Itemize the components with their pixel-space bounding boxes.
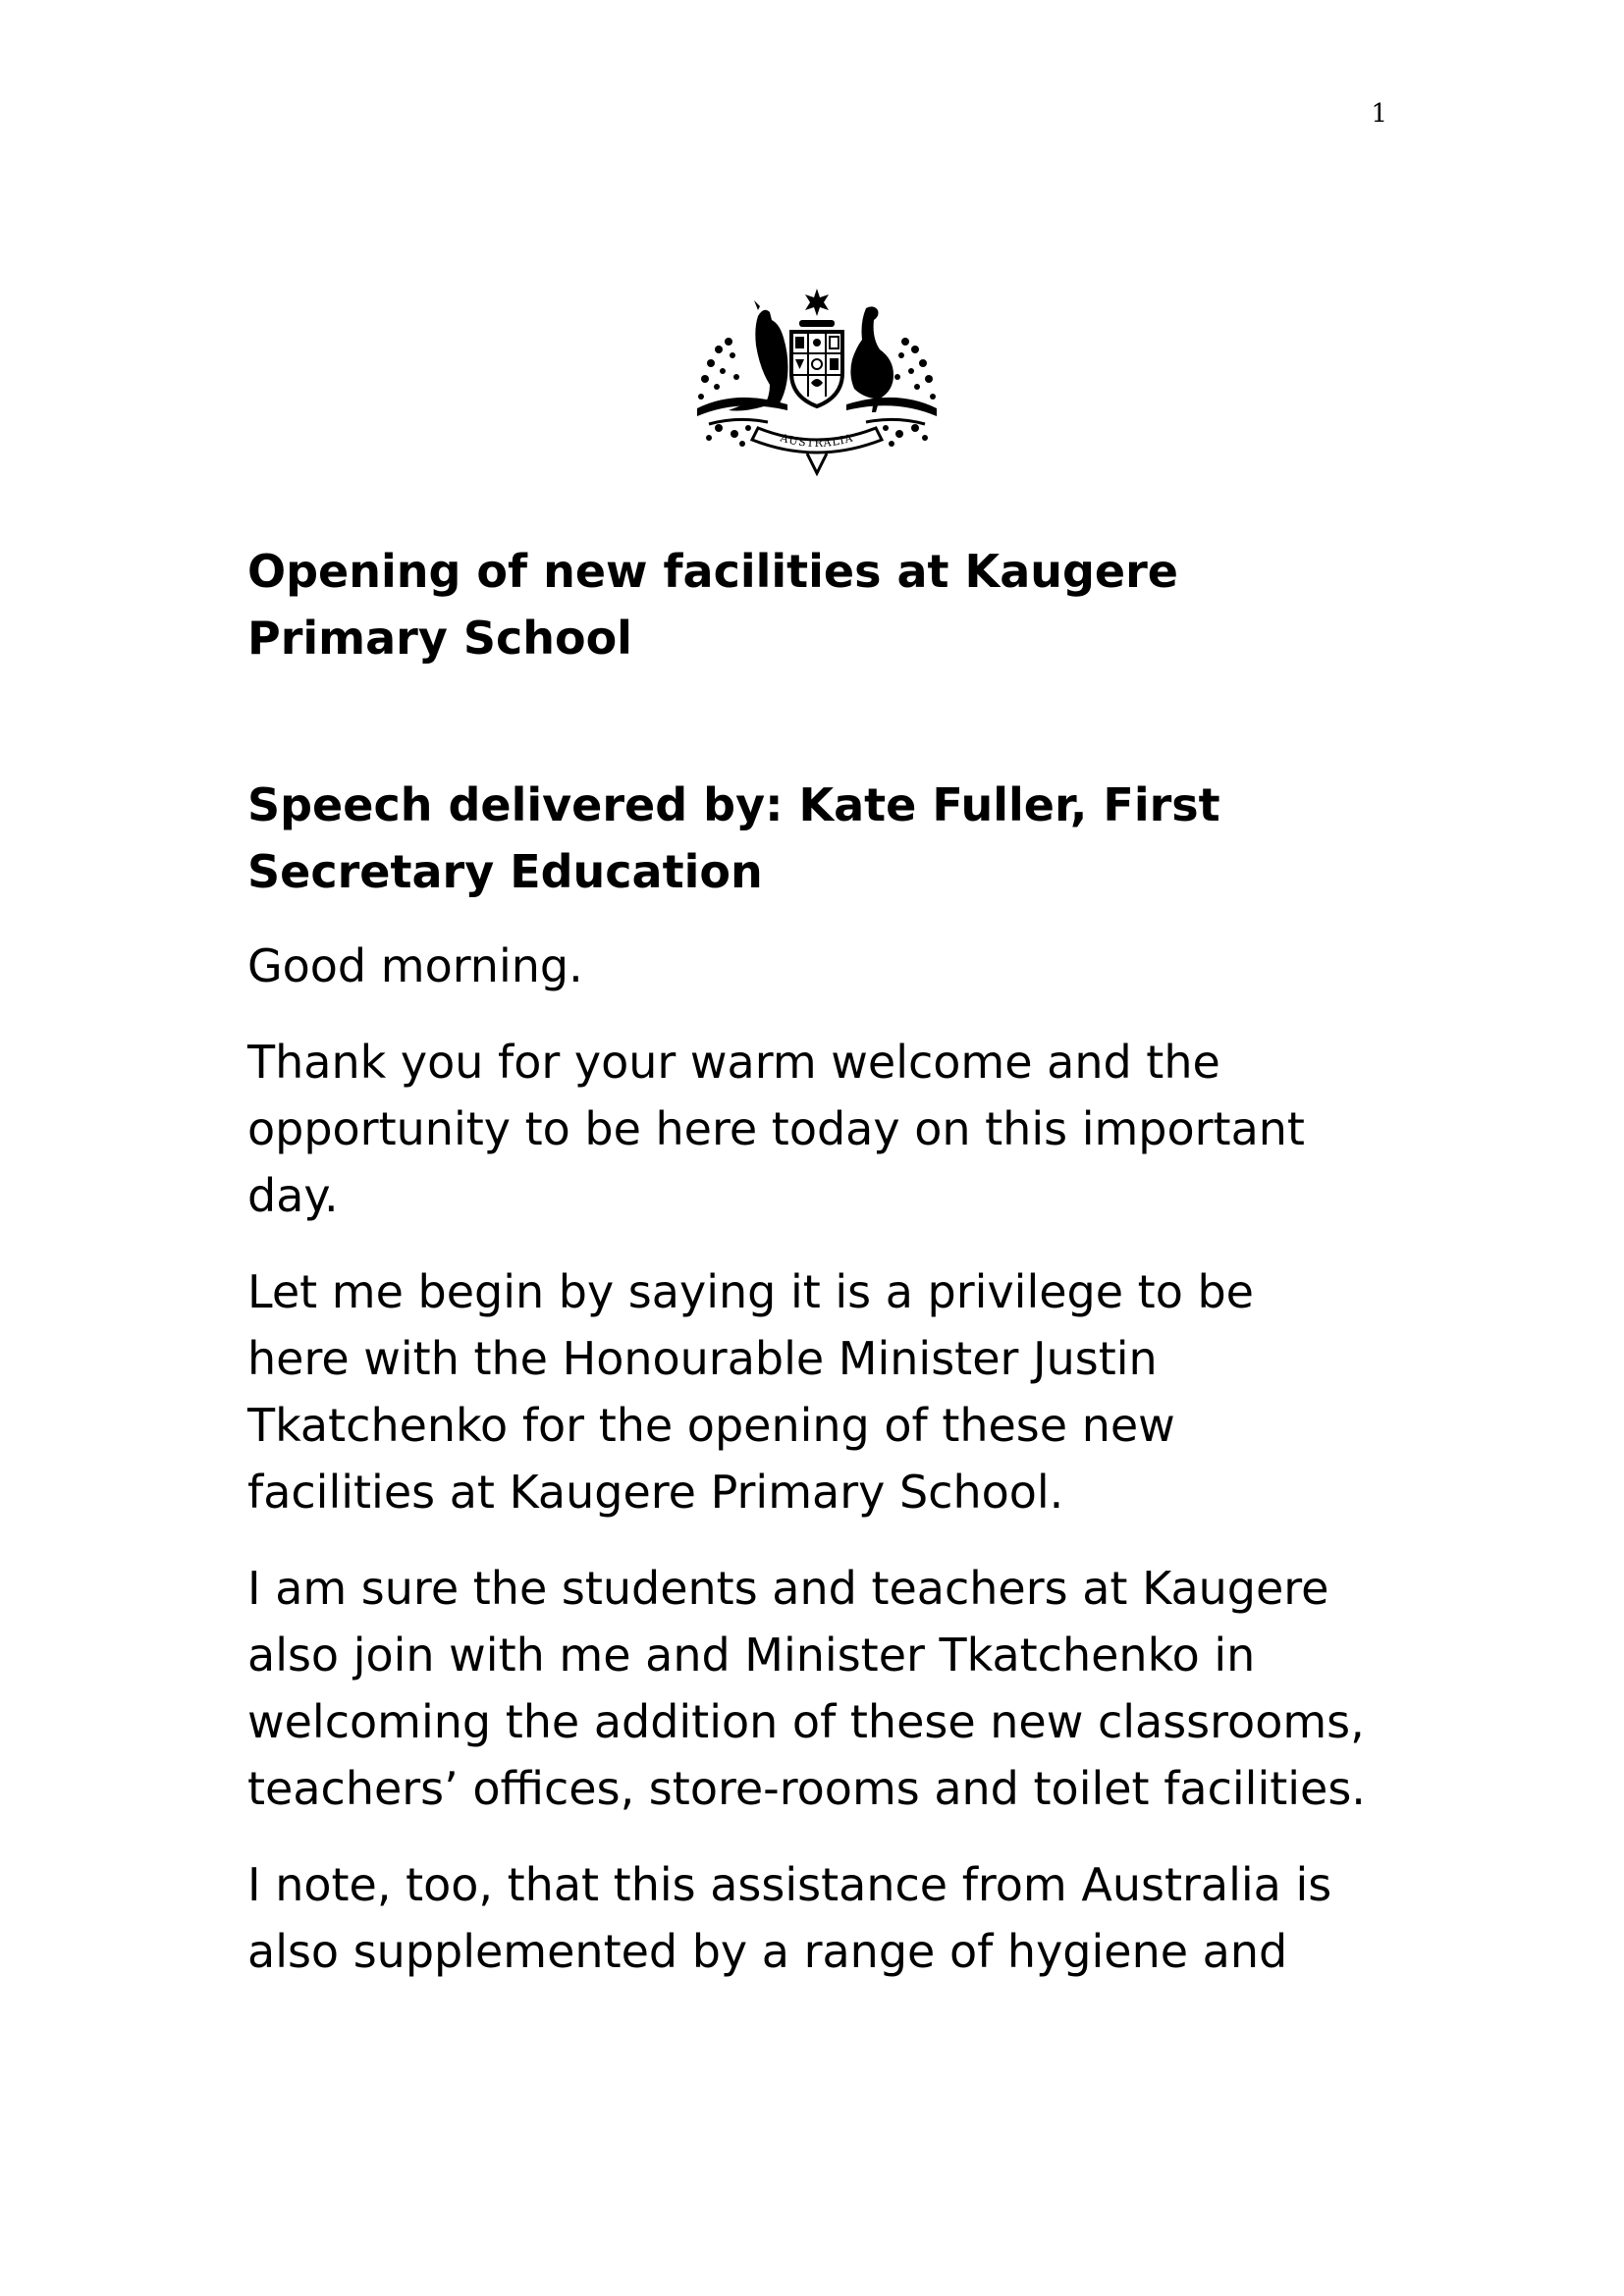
paragraph: Thank you for your warm welcome and the opportunity to be here today on this important day. [247,1036,1305,1222]
speech-byline: Speech delivered by: Kate Fuller, First Secretary Education [247,778,1220,898]
speech-document [247,538,1367,1985]
shield-icon [791,332,842,406]
crest-scroll [752,428,882,473]
page-title: Opening of new facilities at Kaugere Primary School [247,545,1178,665]
paragraph: Let me begin by saying it is a privilege to be here with the Honourable Minister Justin Tkatchenko for the opening of these new facilities at Kaugere Primary School. [247,1265,1254,1519]
speech-body [247,933,1367,1985]
commonwealth-star-icon [805,289,829,316]
paragraph: I am sure the students and teachers at Kaugere also join with me and Minister Tkatchenko in welcoming the addition of these new classrooms, teachers’ offices, store-rooms and toilet facilities. [247,1562,1366,1815]
page-number: 1 [1371,99,1387,129]
emu-icon [850,306,893,412]
crest-lettering: AUSTRALIA [779,431,855,451]
australian-coat-of-arms-icon [689,281,945,477]
paragraph: Good morning. [247,939,583,992]
paragraph: I note, too, that this assistance from Australia is also supplemented by a range of hygiene and [247,1858,1332,1978]
kangaroo-icon [729,300,788,411]
